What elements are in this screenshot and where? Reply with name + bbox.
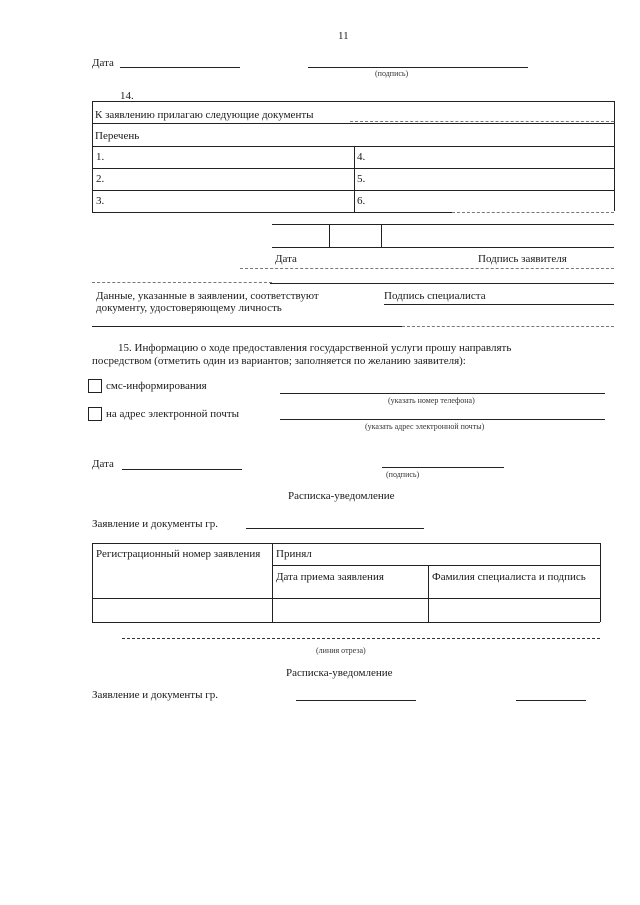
receipt-table-left — [92, 543, 93, 622]
date-boxes-bottom — [272, 247, 614, 248]
cut-line — [122, 638, 600, 639]
date-received-header: Дата приема заявления — [276, 571, 384, 583]
section-14-date-label: Дата — [275, 253, 297, 265]
email-option-label: на адрес электронной почты — [106, 408, 240, 420]
table-bottom-border — [92, 212, 452, 213]
receipt-table-sub-divider — [272, 565, 600, 566]
table-left-border — [92, 101, 93, 212]
date-box-divider-1 — [329, 224, 330, 247]
table-middle-divider — [354, 146, 355, 212]
section-14-bottom-line — [92, 326, 402, 327]
phone-caption: (указать номер телефона) — [388, 396, 475, 405]
data-match-text-2: документу, удостоверяющему личность — [96, 302, 282, 314]
applicant-signature-dashed — [240, 268, 614, 269]
table-right-border — [614, 101, 615, 211]
list-header: Перечень — [95, 130, 140, 142]
section-15-text-line-1: 15. Информацию о ходе предоставления государственной услуги прошу направлять — [118, 342, 512, 354]
specialist-signature-label: Подпись специалиста — [384, 290, 486, 302]
sms-option-label: смс-информирования — [106, 380, 207, 392]
row-1-top-border — [92, 146, 614, 147]
list-item-6: 6. — [357, 195, 366, 207]
receipt-2-title: Расписка-уведомление — [286, 667, 393, 679]
receipt-1-docs-label: Заявление и документы гр. — [92, 518, 218, 530]
section-15-signature-caption: (подпись) — [386, 470, 420, 479]
reg-number-header: Регистрационный номер заявления — [96, 548, 261, 560]
list-header-top-border — [92, 123, 614, 124]
receipt-table-divider-1 — [272, 543, 273, 622]
section-14-number: 14. — [120, 90, 134, 102]
signature-field-line[interactable] — [308, 67, 528, 68]
specialist-signature-line[interactable] — [384, 304, 614, 305]
signature-caption: (подпись) — [375, 69, 409, 78]
email-field-line[interactable] — [280, 419, 605, 420]
receipt-2-docs-label: Заявление и документы гр. — [92, 689, 218, 701]
row-2-top-border — [92, 168, 614, 169]
receipt-table-right — [600, 543, 601, 622]
table-bottom-dashed — [452, 212, 614, 213]
row-3-top-border — [92, 190, 614, 191]
receipt-table-top — [92, 543, 600, 544]
section-divider-dashed — [92, 282, 272, 283]
intro-fill-line[interactable] — [350, 121, 614, 122]
receipt-1-title: Расписка-уведомление — [288, 490, 395, 502]
date-label: Дата — [92, 57, 114, 69]
list-item-1: 1. — [96, 151, 105, 163]
accepted-header: Принял — [276, 548, 312, 560]
receipt-1-name-line[interactable] — [246, 528, 424, 529]
date-boxes-top — [272, 224, 614, 225]
list-item-2: 2. — [96, 173, 105, 185]
list-item-5: 5. — [357, 173, 366, 185]
receipt-table-bottom — [92, 622, 600, 623]
section-14-bottom-dashed — [402, 326, 614, 327]
email-checkbox[interactable] — [88, 407, 102, 421]
applicant-signature-label: Подпись заявителя — [478, 253, 567, 265]
receipt-table-row-divider — [92, 598, 600, 599]
section-15-date-line[interactable] — [122, 469, 242, 470]
section-14-top-border — [92, 101, 614, 102]
section-15-text-line-2: посредством (отметить один из вариантов; заполняется по желанию заявителя): — [92, 355, 466, 367]
phone-field-line[interactable] — [280, 393, 605, 394]
data-match-text-1: Данные, указанные в заявлении, соответствуют — [96, 290, 319, 302]
page-number: 11 — [338, 30, 349, 42]
email-caption: (указать адрес электронной почты) — [365, 422, 485, 431]
section-15-signature-line[interactable] — [382, 467, 504, 468]
cut-line-caption: (линия отреза) — [316, 646, 366, 655]
receipt-table-divider-2 — [428, 565, 429, 622]
list-item-3: 3. — [96, 195, 105, 207]
date-field-line[interactable] — [120, 67, 240, 68]
attached-docs-intro: К заявлению прилагаю следующие документы — [95, 109, 314, 121]
list-item-4: 4. — [357, 151, 366, 163]
receipt-2-extra-line[interactable] — [516, 700, 586, 701]
date-box-divider-2 — [381, 224, 382, 247]
receipt-2-name-line[interactable] — [296, 700, 416, 701]
specialist-name-header: Фамилия специалиста и подпись — [432, 571, 586, 583]
sms-checkbox[interactable] — [88, 379, 102, 393]
section-divider — [270, 283, 614, 284]
section-15-date-label: Дата — [92, 458, 114, 470]
